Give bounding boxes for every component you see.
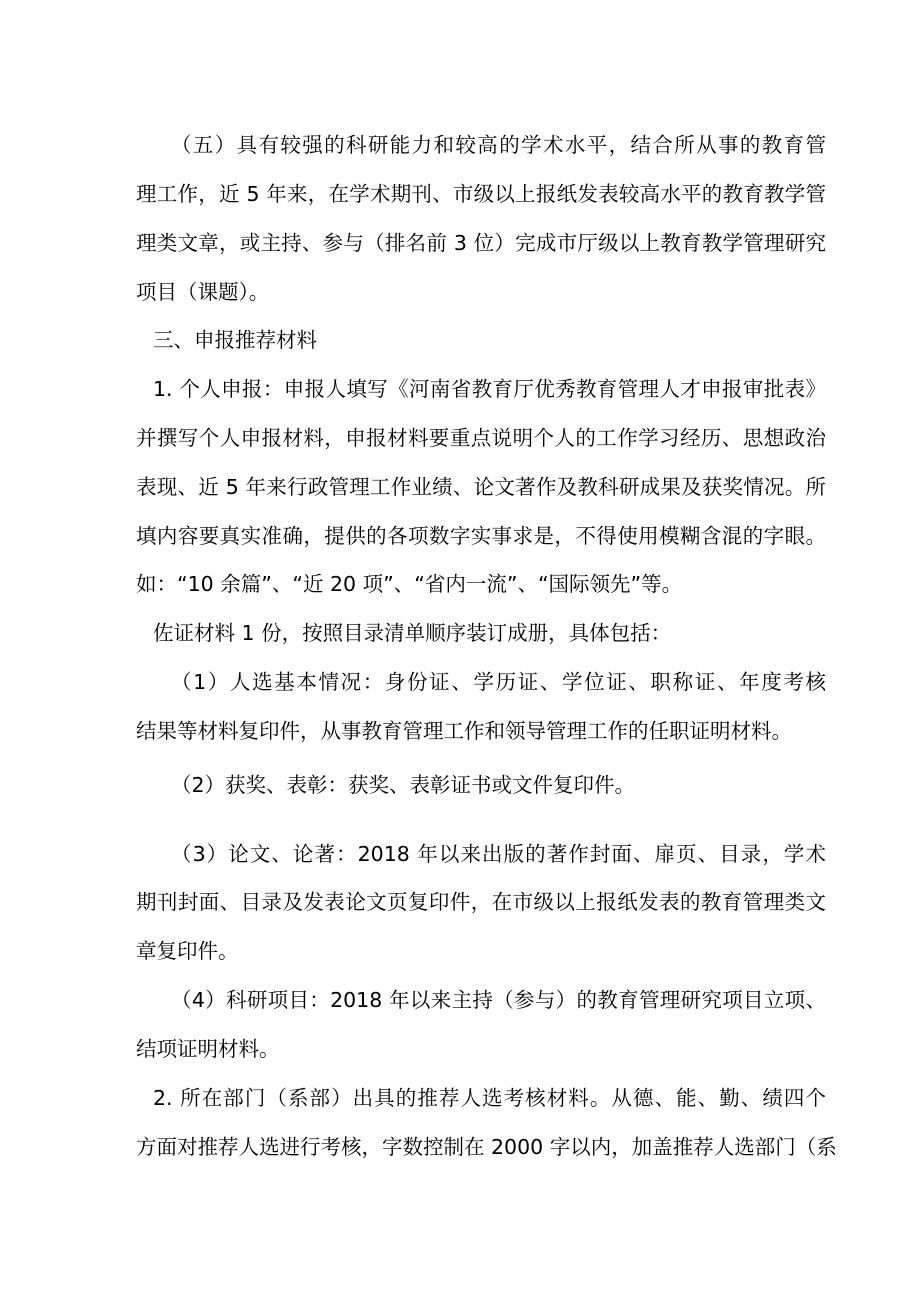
evidence-4-line-1: （4）科研项目：2018 年以来主持（参与）的教育管理研究项目立项、 [171,988,826,1012]
evidence-3-line-2: 期刊封面、目录及发表论文页复印件，在市级以上报纸发表的教育管理类文 [136,890,826,914]
evidence-2: （2）获奖、表彰：获奖、表彰证书或文件复印件。 [171,773,636,797]
evidence-1-line-1: （1）人选基本情况：身份证、学历证、学位证、职称证、年度考核 [171,670,826,694]
item-1-line-4: 填内容要真实准确，提供的各项数字实事求是，不得使用模糊含混的字眼。 [136,524,826,548]
item-1-line-3: 表现、近 5 年来行政管理工作业绩、论文著作及教科研成果及获奖情况。所 [136,475,826,499]
evidence-intro: 佐证材料 1 份，按照目录清单顺序装订成册，具体包括： [153,621,672,645]
criterion-5-line-2: 理工作，近 5 年来，在学术期刊、市级以上报纸发表较高水平的教育教学管 [136,182,826,206]
criterion-5-line-3: 理类文章，或主持、参与（排名前 3 位）完成市厅级以上教育教学管理研究 [136,231,826,255]
criterion-5-line-1: （五）具有较强的科研能力和较高的学术水平，结合所从事的教育管 [171,133,826,157]
item-2-line-2: 方面对推荐人选进行考核，字数控制在 2000 字以内，加盖推荐人选部门（系 [136,1135,837,1159]
evidence-3-line-3: 章复印件。 [136,939,239,963]
item-1-line-2: 并撰写个人申报材料，申报材料要重点说明个人的工作学习经历、思想政治 [136,426,826,450]
evidence-4-line-2: 结项证明材料。 [136,1037,280,1061]
item-2-line-1: 2. 所在部门（系部）出具的推荐人选考核材料。从德、能、勤、绩四个 [153,1086,826,1110]
criterion-5-line-4: 项目（课题）。 [136,280,270,304]
evidence-3-line-1: （3）论文、论著：2018 年以来出版的著作封面、扉页、目录，学术 [171,842,826,866]
item-1-line-1: 1. 个人申报：申报人填写《河南省教育厅优秀教育管理人才申报审批表》 [153,377,826,401]
evidence-1-line-2: 结果等材料复印件，从事教育管理工作和领导管理工作的任职证明材料。 [136,719,792,743]
item-1-line-5: 如：“10 余篇”、“近 20 项”、“省内一流”、“国际领先”等。 [136,572,683,596]
section-heading-3: 三、申报推荐材料 [153,328,317,352]
